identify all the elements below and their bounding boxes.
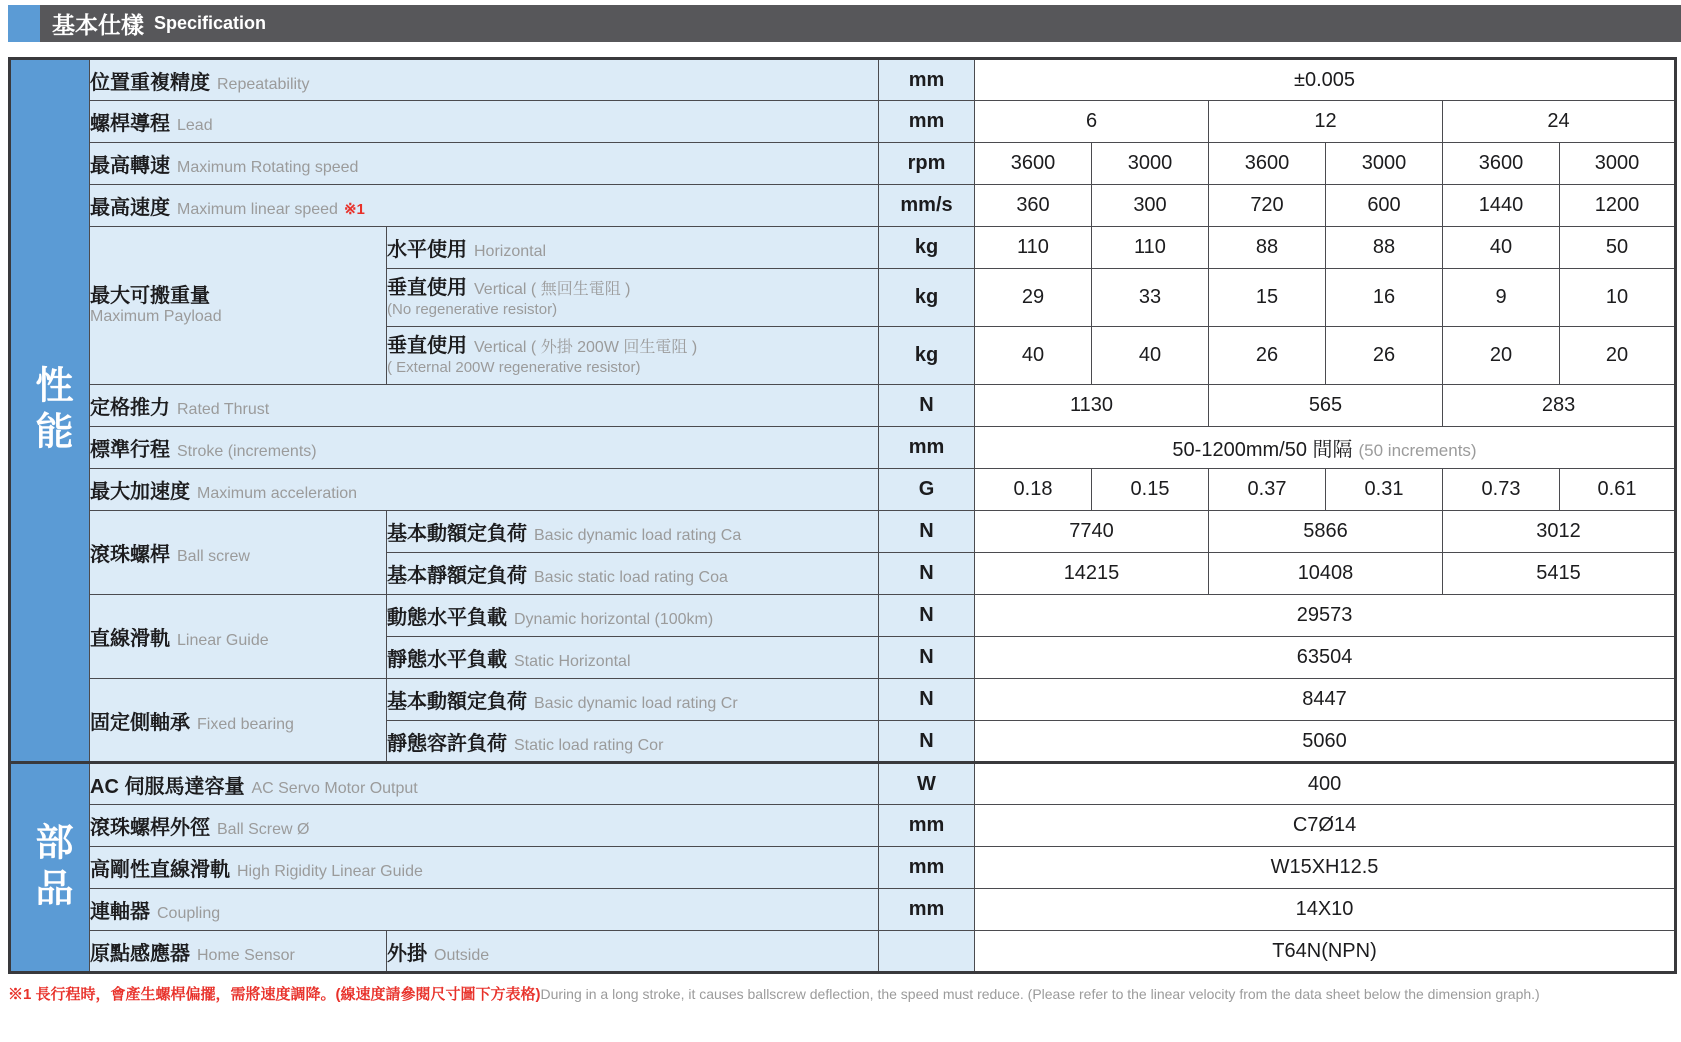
unit-cell: rpm <box>879 143 975 185</box>
unit-cell: N <box>879 721 975 763</box>
row-label-max-acceleration: 最大加速度 Maximum acceleration <box>90 469 879 511</box>
footnote-marker: ※1 <box>343 201 365 218</box>
group-label-maximum-payload: 最大可搬重量 Maximum Payload <box>90 227 387 385</box>
value-cell: 3000 <box>1560 143 1676 185</box>
value-cell: T64N(NPN) <box>975 931 1676 973</box>
value-cell: 5060 <box>975 721 1676 763</box>
value-cell: 5866 <box>1209 511 1443 553</box>
row-label-ball-screw-static: 基本靜額定負荷 Basic static load rating Coa <box>387 553 879 595</box>
value-cell: 0.37 <box>1209 469 1326 511</box>
value-cell: 20 <box>1443 327 1560 385</box>
value-cell: 14X10 <box>975 889 1676 931</box>
title-bar-background <box>40 5 1681 42</box>
row-label-rated-thrust: 定格推力 Rated Thrust <box>90 385 879 427</box>
value-cell: 50-1200mm/50 間隔 (50 increments) <box>975 427 1676 469</box>
unit-cell: N <box>879 511 975 553</box>
value-cell: 0.15 <box>1092 469 1209 511</box>
row-label-home-sensor-outside: 外掛 Outside <box>387 931 879 973</box>
unit-cell: N <box>879 553 975 595</box>
value-cell: 1130 <box>975 385 1209 427</box>
table-row <box>10 469 1676 511</box>
value-cell: 3000 <box>1092 143 1209 185</box>
value-cell: 40 <box>975 327 1092 385</box>
value-cell: 12 <box>1209 101 1443 143</box>
table-row <box>10 59 1676 101</box>
value-cell: 6 <box>975 101 1209 143</box>
unit-cell: mm <box>879 805 975 847</box>
value-cell: 7740 <box>975 511 1209 553</box>
value-cell: 40 <box>1443 227 1560 269</box>
value-cell: 360 <box>975 185 1092 227</box>
value-cell: 26 <box>1326 327 1443 385</box>
table-row <box>10 679 1676 721</box>
value-cell: ±0.005 <box>975 59 1676 101</box>
value-cell: 0.61 <box>1560 469 1676 511</box>
value-cell: 3012 <box>1443 511 1676 553</box>
value-cell: 16 <box>1326 269 1443 327</box>
value-cell: 50 <box>1560 227 1676 269</box>
table-row <box>10 227 1676 269</box>
unit-cell: N <box>879 679 975 721</box>
unit-cell: mm <box>879 847 975 889</box>
value-cell: 29 <box>975 269 1092 327</box>
row-label-lead: 螺桿導程 Lead <box>90 101 879 143</box>
table-row <box>10 805 1676 847</box>
unit-cell: mm/s <box>879 185 975 227</box>
unit-cell: mm <box>879 59 975 101</box>
value-cell: 10 <box>1560 269 1676 327</box>
unit-cell: mm <box>879 889 975 931</box>
row-label-repeatability: 位置重複精度 Repeatability <box>90 59 879 101</box>
section-band-parts <box>10 763 90 973</box>
row-label-ac-servo-output: AC 伺服馬達容量 AC Servo Motor Output <box>90 763 879 805</box>
value-cell: 8447 <box>975 679 1676 721</box>
value-cell: 15 <box>1209 269 1326 327</box>
title-accent-square <box>8 5 40 42</box>
specification-table <box>8 57 1677 974</box>
unit-cell: N <box>879 595 975 637</box>
value-cell: 3600 <box>975 143 1092 185</box>
table-row <box>10 595 1676 637</box>
table-row <box>10 143 1676 185</box>
group-label-linear-guide: 直線滑軌 Linear Guide <box>90 595 387 679</box>
row-label-linear-guide-static: 靜態水平負載 Static Horizontal <box>387 637 879 679</box>
value-cell: 20 <box>1560 327 1676 385</box>
value-cell: 63504 <box>975 637 1676 679</box>
value-cell: W15XH12.5 <box>975 847 1676 889</box>
value-cell: 565 <box>1209 385 1443 427</box>
table-row <box>10 427 1676 469</box>
row-label-rigidity-guide: 高剛性直線滑軌 High Rigidity Linear Guide <box>90 847 879 889</box>
footnote <box>8 983 1674 1004</box>
row-label-fixed-bearing-static: 靜態容許負荷 Static load rating Cor <box>387 721 879 763</box>
table-row <box>10 101 1676 143</box>
unit-cell: G <box>879 469 975 511</box>
row-label-max-linear-speed: 最高速度 Maximum linear speed ※1 <box>90 185 879 227</box>
footnote-text-zh: ※1 長行程時，會產生螺桿偏擺，需將速度調降。(線速度請參閱尺寸圖下方表格) <box>8 986 541 1003</box>
value-cell: 26 <box>1209 327 1326 385</box>
row-label-fixed-bearing-dynamic: 基本動額定負荷 Basic dynamic load rating Cr <box>387 679 879 721</box>
table-row <box>10 511 1676 553</box>
value-cell: 1200 <box>1560 185 1676 227</box>
section-title-bar <box>8 5 1681 42</box>
unit-cell: W <box>879 763 975 805</box>
row-label-payload-vertical-ext-regen: 垂直使用 Vertical ( 外掛 200W 回生電阻 ) ( External 200W regenerative resistor) <box>387 327 879 385</box>
table-row <box>10 385 1676 427</box>
page-title-zh: 基本仕樣 <box>52 12 144 38</box>
value-cell: 40 <box>1092 327 1209 385</box>
value-cell: 0.31 <box>1326 469 1443 511</box>
value-cell: 0.18 <box>975 469 1092 511</box>
group-label-fixed-bearing: 固定側軸承 Fixed bearing <box>90 679 387 763</box>
row-label-payload-horizontal: 水平使用 Horizontal <box>387 227 879 269</box>
value-cell: 283 <box>1443 385 1676 427</box>
value-cell: 88 <box>1209 227 1326 269</box>
row-label-ball-screw-dynamic: 基本動額定負荷 Basic dynamic load rating Ca <box>387 511 879 553</box>
unit-cell: mm <box>879 101 975 143</box>
unit-cell <box>879 931 975 973</box>
value-cell: 88 <box>1326 227 1443 269</box>
section-label-performance: 性能 <box>29 364 71 457</box>
row-label-ball-screw-od: 滾珠螺桿外徑 Ball Screw Ø <box>90 805 879 847</box>
value-cell: 400 <box>975 763 1676 805</box>
group-label-ball-screw: 滾珠螺桿 Ball screw <box>90 511 387 595</box>
value-cell: 720 <box>1209 185 1326 227</box>
section-band-performance <box>10 59 90 763</box>
value-cell: C7Ø14 <box>975 805 1676 847</box>
table-row <box>10 763 1676 805</box>
unit-cell: kg <box>879 227 975 269</box>
unit-cell: mm <box>879 427 975 469</box>
value-cell: 3600 <box>1443 143 1560 185</box>
value-cell: 14215 <box>975 553 1209 595</box>
value-cell: 3000 <box>1326 143 1443 185</box>
table-row <box>10 185 1676 227</box>
row-label-stroke: 標準行程 Stroke (increments) <box>90 427 879 469</box>
value-cell: 33 <box>1092 269 1209 327</box>
row-label-max-rotating-speed: 最高轉速 Maximum Rotating speed <box>90 143 879 185</box>
row-label-home-sensor: 原點感應器 Home Sensor <box>90 931 387 973</box>
footnote-text-en: During in a long stroke, it causes ballscrew deflection, the speed must reduce. (Please refer to the linear velocity from the data sheet below the dimension graph.) <box>540 986 1540 1002</box>
table-row <box>10 889 1676 931</box>
value-cell: 0.73 <box>1443 469 1560 511</box>
value-cell: 1440 <box>1443 185 1560 227</box>
section-label-parts: 部品 <box>29 821 71 914</box>
table-row <box>10 931 1676 973</box>
row-label-linear-guide-dynamic: 動態水平負載 Dynamic horizontal (100km) <box>387 595 879 637</box>
value-cell: 24 <box>1443 101 1676 143</box>
row-label-payload-vertical-no-regen: 垂直使用 Vertical ( 無回生電阻 ) (No regenerative resistor) <box>387 269 879 327</box>
unit-cell: kg <box>879 327 975 385</box>
value-cell: 110 <box>1092 227 1209 269</box>
unit-cell: N <box>879 385 975 427</box>
value-cell: 300 <box>1092 185 1209 227</box>
value-cell: 29573 <box>975 595 1676 637</box>
value-cell: 600 <box>1326 185 1443 227</box>
table-row <box>10 847 1676 889</box>
row-label-coupling: 連軸器 Coupling <box>90 889 879 931</box>
value-cell: 110 <box>975 227 1092 269</box>
value-cell: 9 <box>1443 269 1560 327</box>
page-title-en: Specification <box>154 13 267 33</box>
value-cell: 5415 <box>1443 553 1676 595</box>
value-cell: 3600 <box>1209 143 1326 185</box>
value-cell: 10408 <box>1209 553 1443 595</box>
unit-cell: N <box>879 637 975 679</box>
unit-cell: kg <box>879 269 975 327</box>
